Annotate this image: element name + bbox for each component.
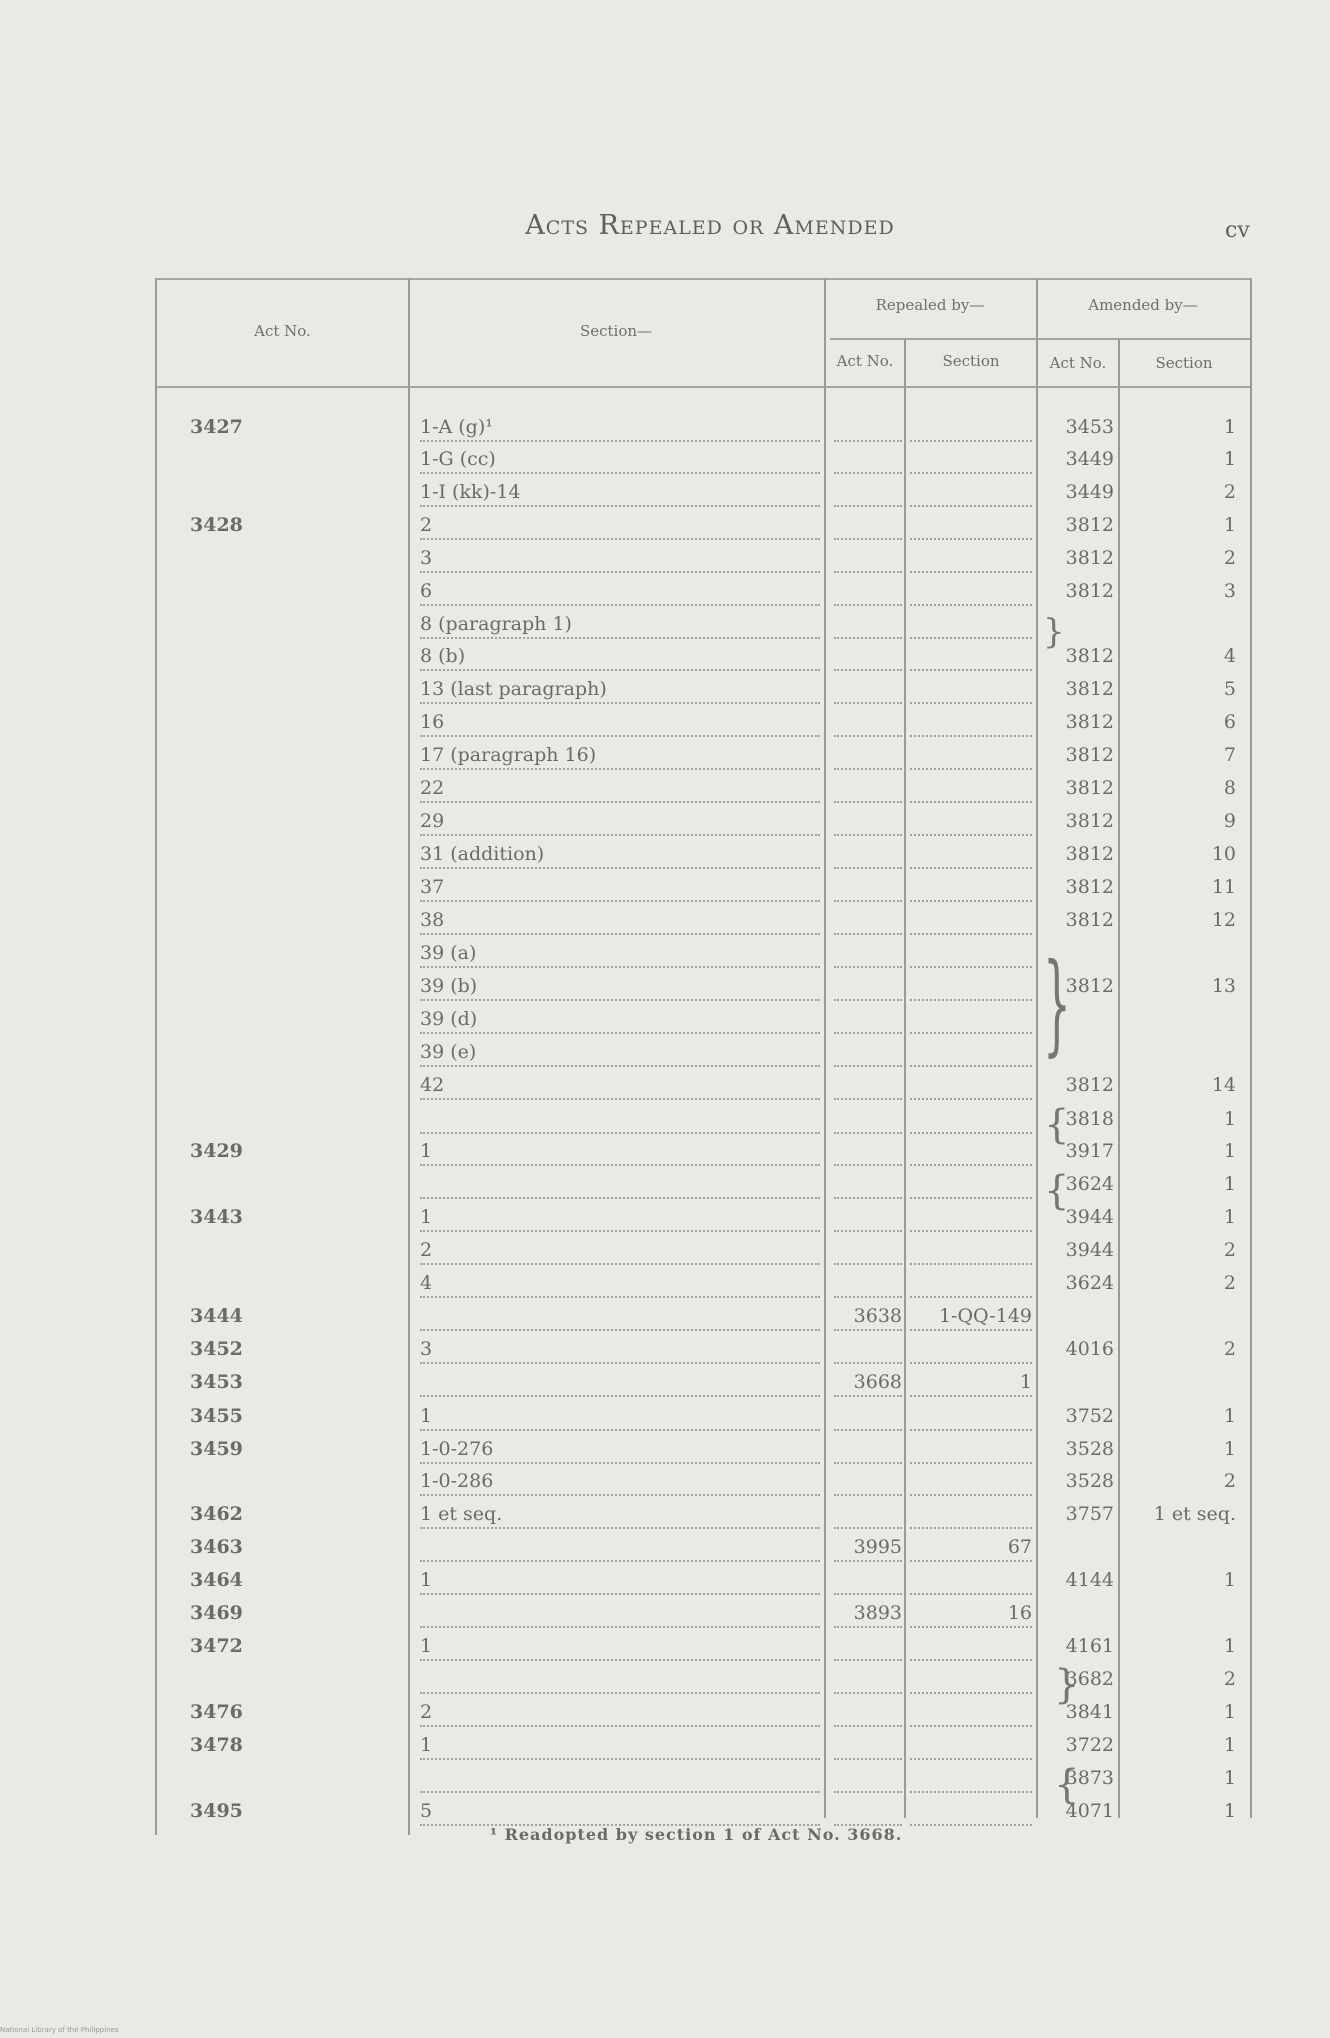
- cell-section: 1: [420, 1633, 820, 1661]
- cell-rep-act: [834, 1138, 902, 1166]
- cell-am-sec: 8: [1223, 777, 1236, 799]
- cell-section: 3: [420, 545, 820, 573]
- cell-rep-sec: [910, 1171, 1032, 1199]
- cell-am-act: 3812: [1065, 547, 1114, 569]
- cell-rep-sec: [910, 742, 1032, 770]
- cell-rep-act: [834, 414, 902, 442]
- cell-act-number: 3428: [190, 514, 243, 536]
- cell-act-number: 3455: [190, 1405, 243, 1427]
- cell-act: [190, 446, 405, 472]
- cell-rep-sec: [910, 479, 1032, 507]
- cell-section: 2: [420, 512, 820, 540]
- header-repealed-section: Section: [942, 352, 1000, 370]
- cell-rep-act: [834, 1468, 902, 1496]
- cell-rep-act: [834, 1633, 902, 1661]
- cell-section: [420, 1369, 820, 1397]
- cell-am-act: 3449: [1065, 481, 1114, 503]
- cell-rep-sec: [910, 1666, 1032, 1694]
- cell-section: 1-0-286: [420, 1468, 820, 1496]
- cell-section: [420, 1600, 820, 1628]
- cell-rep-sec: [910, 808, 1032, 836]
- cell-am-sec: 4: [1223, 645, 1236, 667]
- cell-act: [190, 611, 405, 637]
- cell-am-sec: 5: [1223, 678, 1236, 700]
- cell-am-act: 4144: [1065, 1569, 1114, 1591]
- cell-rep-act: [834, 1501, 902, 1529]
- header-act-no: Act No.: [254, 322, 311, 340]
- cell-section: 1: [420, 1567, 820, 1595]
- cell-am-act: [1042, 1600, 1114, 1626]
- cell-am-sec: 1: [1223, 1734, 1236, 1756]
- cell-act: [190, 578, 405, 604]
- cell-rep-act: 3995: [834, 1534, 902, 1562]
- cell-rep-sec: [910, 1072, 1032, 1100]
- cell-rep-act: [834, 1006, 902, 1034]
- cell-rep-act: [834, 1567, 902, 1595]
- cell-am-sec: 9: [1223, 810, 1236, 832]
- cell-section: [420, 1303, 820, 1331]
- cell-am-sec: 2: [1223, 481, 1236, 503]
- cell-am-sec: 1: [1223, 1405, 1236, 1427]
- cell-am-sec: 1: [1223, 1108, 1236, 1130]
- cell-am-act: 3812: [1065, 678, 1114, 700]
- cell-rep-sec: [910, 1039, 1032, 1067]
- cell-section: 1: [420, 1732, 820, 1760]
- cell-am-sec: 2: [1223, 547, 1236, 569]
- cell-rep-act: [834, 940, 902, 968]
- cell-section: 39 (d): [420, 1006, 820, 1034]
- cell-section: 37: [420, 874, 820, 902]
- cell-act: [190, 1666, 405, 1692]
- cell-rep-act: [834, 1270, 902, 1298]
- cell-am-sec: [1124, 1369, 1236, 1395]
- cell-rep-sec: [910, 973, 1032, 1001]
- cell-am-sec: 1: [1223, 1173, 1236, 1195]
- col-rule-section: [824, 278, 826, 1818]
- brace-8: }: [1043, 612, 1065, 652]
- cell-am-act: 3944: [1065, 1206, 1114, 1228]
- brace-3476: }: [1054, 1662, 1080, 1708]
- cell-rep-sec: [910, 874, 1032, 902]
- cell-rep-sec: [910, 1436, 1032, 1464]
- cell-am-sec: 2: [1223, 1668, 1236, 1690]
- cell-section: 22: [420, 775, 820, 803]
- cell-rep-act: [834, 1666, 902, 1694]
- cell-am-act: [1042, 1303, 1114, 1329]
- cell-rep-sec: [910, 643, 1032, 671]
- col-rule-act: [408, 278, 410, 1835]
- cell-act-number: 3443: [190, 1206, 243, 1228]
- cell-rep-sec: [910, 1204, 1032, 1232]
- brace-3429: {: [1044, 1102, 1070, 1148]
- cell-section: [420, 1534, 820, 1562]
- cell-am-act: 3453: [1065, 416, 1114, 438]
- cell-section: 1-G (cc): [420, 446, 820, 474]
- cell-rep-act: [834, 808, 902, 836]
- cell-section: 5: [420, 1798, 820, 1826]
- cell-section: 38: [420, 907, 820, 935]
- cell-rep-sec: [910, 907, 1032, 935]
- cell-am-sec: 2: [1223, 1272, 1236, 1294]
- cell-section: 1-A (g)¹: [420, 414, 820, 442]
- table-top-rule: [155, 278, 1251, 280]
- cell-rep-sec: [910, 1403, 1032, 1431]
- cell-act-number: 3427: [190, 416, 243, 438]
- cell-am-sec: 6: [1223, 711, 1236, 733]
- cell-act: [190, 841, 405, 867]
- cell-am-sec: 1: [1223, 1701, 1236, 1723]
- cell-section: 39 (b): [420, 973, 820, 1001]
- cell-am-act: 3722: [1065, 1734, 1114, 1756]
- cell-act-number: 3476: [190, 1701, 243, 1723]
- cell-act-number: 3462: [190, 1503, 243, 1525]
- cell-am-sec: 2: [1223, 1470, 1236, 1492]
- cell-rep-act: [834, 1732, 902, 1760]
- cell-rep-sec: [910, 1633, 1032, 1661]
- cell-rep-sec: [910, 940, 1032, 968]
- cell-am-act: 3812: [1065, 843, 1114, 865]
- cell-am-act: 3812: [1065, 580, 1114, 602]
- cell-act: [190, 775, 405, 801]
- cell-section: [420, 1171, 820, 1199]
- cell-am-sec: 12: [1211, 909, 1236, 931]
- cell-section: 17 (paragraph 16): [420, 742, 820, 770]
- cell-act: [190, 676, 405, 702]
- cell-section: 39 (e): [420, 1039, 820, 1067]
- cell-rep-sec: [910, 1237, 1032, 1265]
- cell-rep-act: [834, 1237, 902, 1265]
- cell-rep-act: [834, 1072, 902, 1100]
- cell-am-act: 3682: [1065, 1668, 1114, 1690]
- cell-rep-sec: [910, 512, 1032, 540]
- cell-am-sec: [1124, 1303, 1236, 1329]
- cell-act: [190, 1039, 405, 1065]
- cell-act: [190, 1006, 405, 1032]
- cell-section: 2: [420, 1699, 820, 1727]
- cell-am-sec: 13: [1211, 975, 1236, 997]
- brace-3495: {: [1054, 1762, 1080, 1808]
- cell-rep-sec: [910, 1270, 1032, 1298]
- cell-am-act: [1042, 1369, 1114, 1395]
- brace-39: }: [1043, 939, 1071, 1067]
- cell-act: [190, 1171, 405, 1197]
- header-amended-section: Section: [1155, 354, 1213, 372]
- cell-section: [420, 1106, 820, 1134]
- cell-am-act: 4016: [1065, 1338, 1114, 1360]
- cell-rep-act: [834, 545, 902, 573]
- header-split-rule: [830, 338, 1250, 340]
- cell-act: [190, 907, 405, 933]
- cell-section: [420, 1666, 820, 1694]
- cell-rep-sec: [910, 709, 1032, 737]
- cell-rep-act: [834, 1798, 902, 1826]
- cell-am-sec: 2: [1223, 1338, 1236, 1360]
- cell-am-act: 3944: [1065, 1239, 1114, 1261]
- cell-rep-act: [834, 676, 902, 704]
- cell-am-sec: 3: [1223, 580, 1236, 602]
- page-title: Acts Repealed or Amended: [525, 210, 895, 241]
- cell-section: 1-I (kk)-14: [420, 479, 820, 507]
- cell-act: [190, 1765, 405, 1791]
- cell-rep-sec: [910, 1138, 1032, 1166]
- cell-am-sec: [1124, 1006, 1236, 1032]
- cell-am-act: 3624: [1065, 1272, 1114, 1294]
- cell-act: [190, 940, 405, 966]
- cell-section: 1-0-276: [420, 1436, 820, 1464]
- cell-section: 42: [420, 1072, 820, 1100]
- cell-rep-act: [834, 1699, 902, 1727]
- cell-rep-act: [834, 1403, 902, 1431]
- cell-am-act: 3812: [1065, 975, 1114, 997]
- cell-am-sec: 7: [1223, 744, 1236, 766]
- footnote: ¹ Readopted by section 1 of Act No. 3668.: [490, 1825, 903, 1844]
- cell-act-number: 3495: [190, 1800, 243, 1822]
- cell-am-sec: [1124, 1039, 1236, 1065]
- col-rule-rep-act: [904, 338, 906, 1818]
- cell-am-act: 3812: [1065, 876, 1114, 898]
- cell-am-sec: 1: [1223, 514, 1236, 536]
- cell-rep-act: [834, 578, 902, 606]
- cell-am-sec: 11: [1211, 876, 1236, 898]
- cell-act-number: 3459: [190, 1438, 243, 1460]
- cell-am-sec: 1: [1223, 1140, 1236, 1162]
- cell-rep-act: 3893: [834, 1600, 902, 1628]
- cell-rep-sec: [910, 446, 1032, 474]
- watermark: National Library of the Philippines: [0, 2026, 119, 2034]
- cell-rep-sec: [910, 1336, 1032, 1364]
- cell-rep-act: 3638: [834, 1303, 902, 1331]
- cell-am-act: 4161: [1065, 1635, 1114, 1657]
- cell-rep-act: [834, 643, 902, 671]
- cell-rep-act: [834, 1106, 902, 1134]
- cell-section: 8 (b): [420, 643, 820, 671]
- cell-rep-act: [834, 907, 902, 935]
- cell-section: 3: [420, 1336, 820, 1364]
- cell-am-act: 3812: [1065, 514, 1114, 536]
- header-bottom-rule: [157, 386, 1251, 388]
- cell-act: [190, 1468, 405, 1494]
- cell-am-sec: 10: [1211, 843, 1236, 865]
- cell-rep-act: [834, 1765, 902, 1793]
- cell-am-act: [1042, 1534, 1114, 1560]
- cell-am-act: 3873: [1065, 1767, 1114, 1789]
- cell-rep-sec: [910, 578, 1032, 606]
- cell-am-sec: 1: [1223, 416, 1236, 438]
- cell-rep-sec: [910, 611, 1032, 639]
- cell-act-number: 3452: [190, 1338, 243, 1360]
- cell-act: [190, 1270, 405, 1296]
- cell-am-act: 3841: [1065, 1701, 1114, 1723]
- col-rule-am-act: [1118, 338, 1120, 1818]
- cell-am-act: 3917: [1065, 1140, 1114, 1162]
- cell-am-sec: [1124, 940, 1236, 966]
- cell-am-act: 3528: [1065, 1438, 1114, 1460]
- cell-am-act: 3812: [1065, 909, 1114, 931]
- cell-section: 4: [420, 1270, 820, 1298]
- cell-rep-sec: [910, 676, 1032, 704]
- cell-act-number: 3463: [190, 1536, 243, 1558]
- cell-act: [190, 742, 405, 768]
- header-amended-by: Amended by—: [1088, 296, 1198, 314]
- cell-rep-act: [834, 973, 902, 1001]
- cell-am-sec: 1: [1223, 1800, 1236, 1822]
- cell-am-sec: 1: [1223, 1635, 1236, 1657]
- cell-am-sec: 1: [1223, 1569, 1236, 1591]
- cell-act: [190, 808, 405, 834]
- page-number: cv: [1225, 218, 1250, 243]
- cell-rep-act: [834, 709, 902, 737]
- cell-rep-sec: [910, 1699, 1032, 1727]
- cell-section: 39 (a): [420, 940, 820, 968]
- cell-am-sec: 1 et seq.: [1153, 1503, 1236, 1525]
- cell-section: 6: [420, 578, 820, 606]
- cell-am-act: 3818: [1065, 1108, 1114, 1130]
- cell-am-act: 3449: [1065, 448, 1114, 470]
- cell-section: 2: [420, 1237, 820, 1265]
- cell-am-act: 3528: [1065, 1470, 1114, 1492]
- cell-section: 1: [420, 1403, 820, 1431]
- cell-rep-act: [834, 775, 902, 803]
- cell-rep-sec: 67: [910, 1534, 1032, 1562]
- cell-rep-sec: [910, 545, 1032, 573]
- cell-act-number: 3453: [190, 1371, 243, 1393]
- cell-rep-sec: [910, 1468, 1032, 1496]
- cell-am-sec: 1: [1223, 448, 1236, 470]
- cell-act-number: 3469: [190, 1602, 243, 1624]
- cell-am-sec: 1: [1223, 1206, 1236, 1228]
- cell-am-act: 4071: [1065, 1800, 1114, 1822]
- cell-rep-act: [834, 1336, 902, 1364]
- cell-act: [190, 545, 405, 571]
- cell-am-sec: [1124, 611, 1236, 637]
- cell-rep-sec: 1-QQ-149: [910, 1303, 1032, 1331]
- cell-rep-act: [834, 446, 902, 474]
- cell-am-act: 3812: [1065, 711, 1114, 733]
- cell-am-act: 3624: [1065, 1173, 1114, 1195]
- cell-am-act: 3812: [1065, 645, 1114, 667]
- cell-rep-act: [834, 874, 902, 902]
- table-right-rule: [1250, 278, 1252, 1818]
- cell-section: 31 (addition): [420, 841, 820, 869]
- cell-rep-sec: 1: [910, 1369, 1032, 1397]
- cell-section: [420, 1765, 820, 1793]
- cell-section: 16: [420, 709, 820, 737]
- col-rule-repealed: [1036, 278, 1038, 1818]
- cell-act: [190, 643, 405, 669]
- cell-rep-sec: [910, 1006, 1032, 1034]
- cell-rep-act: [834, 479, 902, 507]
- cell-am-sec: 2: [1223, 1239, 1236, 1261]
- cell-section: 1 et seq.: [420, 1501, 820, 1529]
- cell-act: [190, 1106, 405, 1132]
- cell-act: [190, 973, 405, 999]
- cell-rep-act: [834, 841, 902, 869]
- cell-rep-act: 3668: [834, 1369, 902, 1397]
- cell-am-sec: 14: [1211, 1074, 1236, 1096]
- cell-section: 8 (paragraph 1): [420, 611, 820, 639]
- cell-rep-sec: [910, 841, 1032, 869]
- cell-rep-sec: [910, 1501, 1032, 1529]
- cell-section: 1: [420, 1138, 820, 1166]
- cell-rep-act: [834, 742, 902, 770]
- cell-act: [190, 709, 405, 735]
- cell-act-number: 3478: [190, 1734, 243, 1756]
- cell-am-sec: 1: [1223, 1438, 1236, 1460]
- brace-3443: {: [1044, 1168, 1070, 1214]
- cell-am-act: 3812: [1065, 1074, 1114, 1096]
- cell-section: 13 (last paragraph): [420, 676, 820, 704]
- cell-am-act: 3812: [1065, 777, 1114, 799]
- header-repealed-by: Repealed by—: [875, 296, 985, 314]
- cell-act-number: 3464: [190, 1569, 243, 1591]
- cell-section: 1: [420, 1204, 820, 1232]
- cell-rep-sec: [910, 1106, 1032, 1134]
- header-amended-act-no: Act No.: [1049, 354, 1107, 372]
- cell-act-number: 3429: [190, 1140, 243, 1162]
- cell-rep-sec: [910, 1765, 1032, 1793]
- cell-rep-act: [834, 1171, 902, 1199]
- cell-rep-sec: 16: [910, 1600, 1032, 1628]
- cell-act-number: 3472: [190, 1635, 243, 1657]
- cell-act: [190, 1072, 405, 1098]
- cell-rep-sec: [910, 1732, 1032, 1760]
- cell-rep-act: [834, 1436, 902, 1464]
- cell-am-act: 3757: [1065, 1503, 1114, 1525]
- cell-am-sec: [1124, 1600, 1236, 1626]
- cell-rep-sec: [910, 775, 1032, 803]
- cell-act: [190, 1237, 405, 1263]
- cell-am-sec: 1: [1223, 1767, 1236, 1789]
- cell-act-number: 3444: [190, 1305, 243, 1327]
- cell-am-act: 3812: [1065, 744, 1114, 766]
- cell-rep-act: [834, 1204, 902, 1232]
- header-section: Section—: [579, 322, 653, 340]
- cell-rep-sec: [910, 1567, 1032, 1595]
- table-left-rule: [155, 278, 157, 1835]
- cell-act: [190, 874, 405, 900]
- cell-am-sec: [1124, 1534, 1236, 1560]
- cell-rep-act: [834, 611, 902, 639]
- cell-section: 29: [420, 808, 820, 836]
- cell-rep-act: [834, 512, 902, 540]
- cell-act: [190, 479, 405, 505]
- cell-am-act: 3752: [1065, 1405, 1114, 1427]
- cell-rep-act: [834, 1039, 902, 1067]
- cell-rep-sec: [910, 1798, 1032, 1826]
- header-repealed-act-no: Act No.: [836, 352, 894, 370]
- cell-am-act: 3812: [1065, 810, 1114, 832]
- cell-rep-sec: [910, 414, 1032, 442]
